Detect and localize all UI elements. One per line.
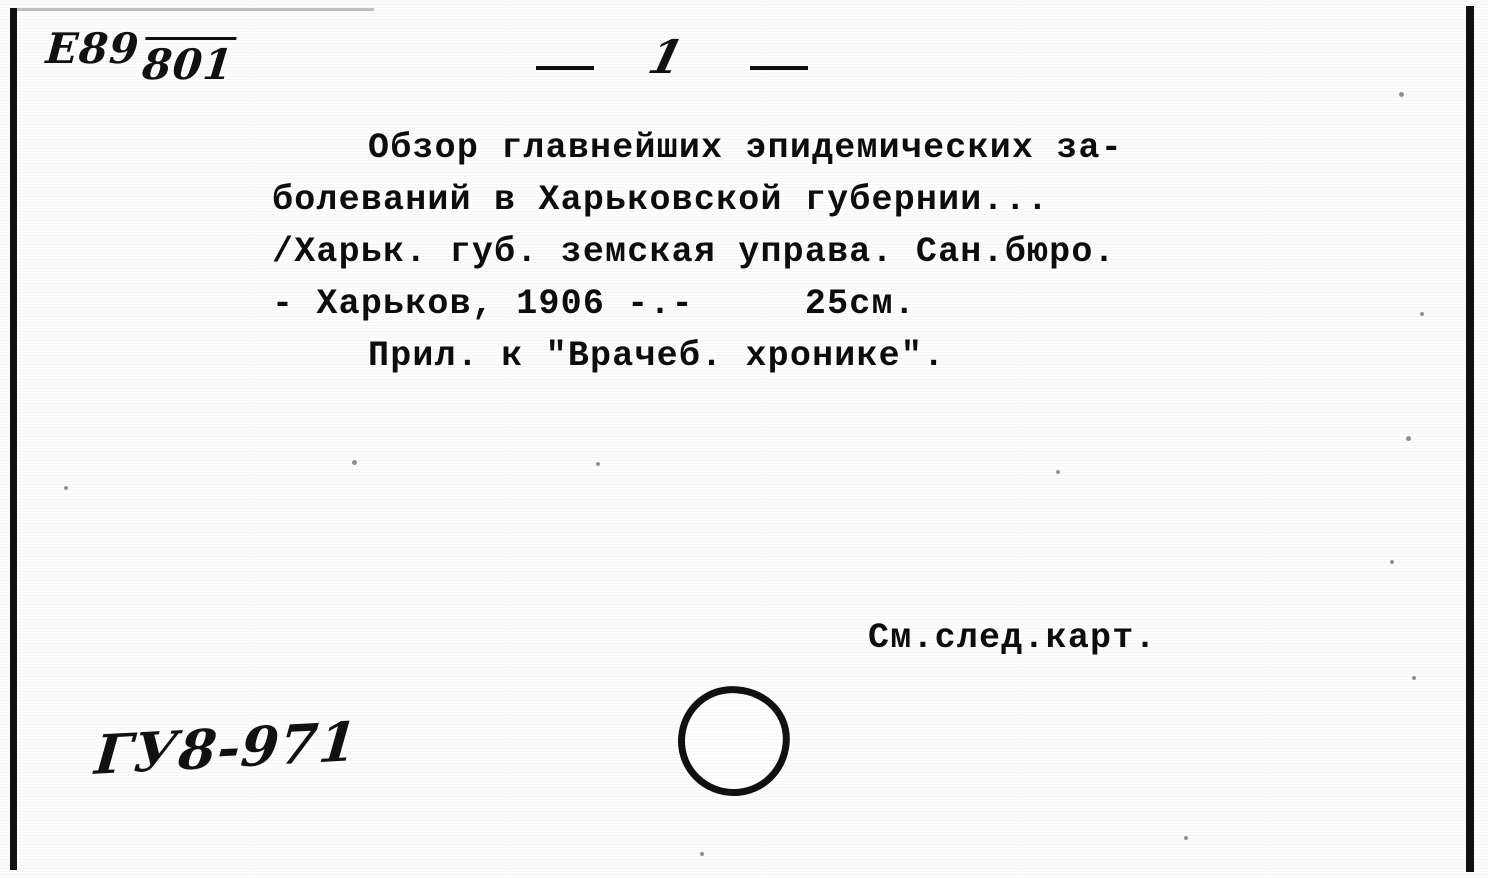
scan-edge-top bbox=[14, 8, 374, 11]
call-number-prefix: E89 bbox=[44, 24, 142, 73]
page-number: 1 bbox=[643, 30, 689, 84]
bibliographic-entry bbox=[272, 122, 1412, 382]
scan-speck bbox=[352, 460, 357, 465]
page-marker-dash-right bbox=[750, 66, 808, 70]
scan-edge-right bbox=[1466, 6, 1474, 872]
call-number-denominator: 801 bbox=[141, 37, 237, 86]
scan-speck bbox=[1184, 836, 1188, 840]
entry-line-1: Обзор главнейших эпидемических за- bbox=[368, 128, 1123, 168]
scan-speck bbox=[1420, 312, 1424, 316]
entry-line-5: Прил. к "Врачеб. хронике". bbox=[368, 336, 946, 376]
scan-edge-left bbox=[10, 8, 17, 870]
scan-speck bbox=[64, 486, 68, 490]
see-next-card-note: См.след.карт. bbox=[868, 618, 1157, 658]
entry-line-3: /Харьк. губ. земская управа. Сан.бюро. bbox=[272, 232, 1116, 272]
page-marker-dash-left bbox=[536, 66, 594, 70]
page-marker bbox=[520, 24, 880, 94]
entry-line-2: болеваний в Харьковской губернии... bbox=[272, 180, 1050, 220]
punch-hole-icon bbox=[673, 680, 796, 801]
scan-speck bbox=[1406, 436, 1411, 441]
scan-speck bbox=[1399, 92, 1404, 97]
bottom-code-annotation: ГУ8-971 bbox=[92, 709, 361, 787]
call-number-annotation bbox=[44, 24, 237, 89]
scan-speck bbox=[1390, 560, 1394, 564]
scan-speck bbox=[1412, 676, 1416, 680]
scan-speck bbox=[1056, 470, 1060, 474]
scan-speck bbox=[596, 462, 600, 466]
scan-speck bbox=[700, 852, 704, 856]
entry-line-4: - Харьков, 1906 -.- 25см. bbox=[272, 284, 916, 324]
